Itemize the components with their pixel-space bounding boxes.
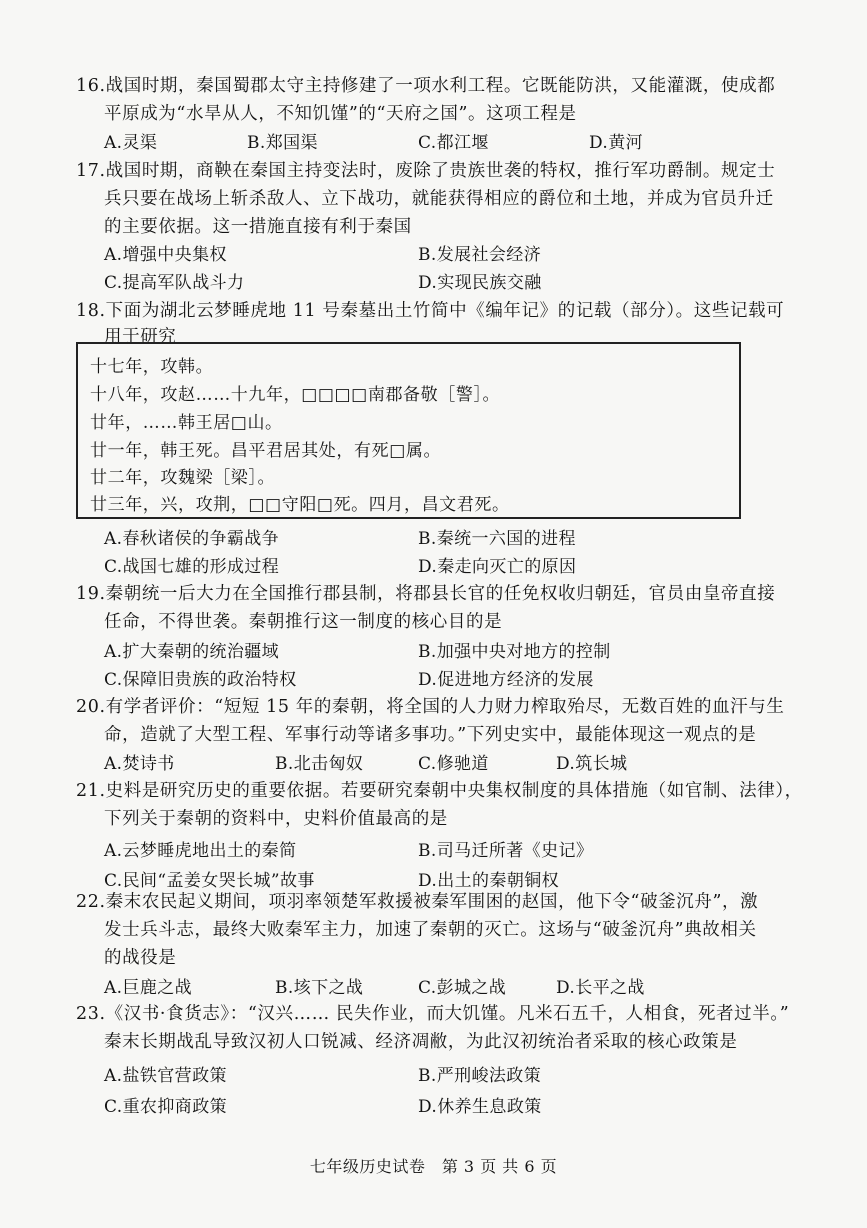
question-22-option-b[interactable]: B.垓下之战 <box>275 978 364 998</box>
question-21-option-c[interactable]: C.民间“孟姜女哭长城”故事 <box>104 871 315 891</box>
question-17-line-2: 兵只要在战场上斩杀敌人、立下战功，就能获得相应的爵位和土地，并成为官员升迁 <box>104 189 774 209</box>
question-21-line-2: 下列关于秦朝的资料中，史料价值最高的是 <box>104 809 448 829</box>
question-22-option-c[interactable]: C.彭城之战 <box>418 978 507 998</box>
question-16-option-c[interactable]: C.都江堰 <box>418 133 489 153</box>
source-text-box <box>76 342 741 519</box>
question-19-option-a[interactable]: A.扩大秦朝的统治疆域 <box>104 642 280 662</box>
source-text-line: 廿三年，兴，攻荆，□□守阳□死。四月，昌文君死。 <box>90 495 510 515</box>
question-18-line-1: 18.下面为湖北云梦睡虎地 11 号秦墓出土竹简中《编年记》的记载（部分）。这些记载可 <box>76 301 785 321</box>
question-21-option-b[interactable]: B.司马迁所著《史记》 <box>418 841 594 861</box>
question-22-option-a[interactable]: A.巨鹿之战 <box>104 978 193 998</box>
question-16-option-d[interactable]: D.黄河 <box>589 133 644 153</box>
question-23-option-c[interactable]: C.重农抑商政策 <box>104 1097 228 1117</box>
question-23-option-d[interactable]: D.休养生息政策 <box>418 1097 542 1117</box>
question-19-option-b[interactable]: B.加强中央对地方的控制 <box>418 642 611 662</box>
question-22-line-1: 22.秦末农民起义期间，项羽率领楚军救援被秦军围困的赵国，他下令“破釜沉舟”，激 <box>76 892 759 912</box>
question-21-line-1: 21.史料是研究历史的重要依据。若要研究秦朝中央集权制度的具体措施（如官制、法律）， <box>76 781 803 801</box>
question-17-option-c[interactable]: C.提高军队战斗力 <box>104 273 245 293</box>
question-18-option-c[interactable]: C.战国七雄的形成过程 <box>104 557 280 577</box>
question-17-option-d[interactable]: D.实现民族交融 <box>418 273 542 293</box>
source-text-line: 廿年，……韩王居□山。 <box>90 413 283 433</box>
question-20-option-d[interactable]: D.筑长城 <box>556 754 628 774</box>
question-17-option-a[interactable]: A.增强中央集权 <box>104 245 227 265</box>
question-23-line-2: 秦末长期战乱导致汉初人口锐减、经济凋敝，为此汉初统治者采取的核心政策是 <box>104 1032 738 1052</box>
question-19-line-2: 任命，不得世袭。秦朝推行这一制度的核心目的是 <box>104 612 503 632</box>
source-text-line: 廿一年，韩王死。昌平君居其处，有死□属。 <box>90 441 442 461</box>
question-23-line-1: 23.《汉书·食货志》：“汉兴…… 民失作业，而大饥馑。凡米石五千，人相食，死者过半。” <box>76 1004 790 1024</box>
question-21-option-d[interactable]: D.出土的秦朝铜权 <box>418 871 560 891</box>
question-16-line-2: 平原成为“水旱从人，不知饥馑”的“天府之国”。这项工程是 <box>104 104 577 124</box>
question-20-line-1: 20.有学者评价：“短短 15 年的秦朝，将全国的人力财力榨取殆尽，无数百姓的血汗与生 <box>76 697 785 717</box>
question-17-line-1: 17.战国时期，商鞅在秦国主持变法时，废除了贵族世袭的特权，推行军功爵制。规定士 <box>76 161 776 181</box>
question-16-option-b[interactable]: B.郑国渠 <box>247 133 318 153</box>
question-18-line-2: 用于研究 <box>104 327 177 347</box>
question-19-line-1: 19.秦朝统一后大力在全国推行郡县制，将郡县长官的任免权收归朝廷，官员由皇帝直接 <box>76 584 776 604</box>
question-16-line-1: 16.战国时期，秦国蜀郡太守主持修建了一项水利工程。它既能防洪，又能灌溉，使成都 <box>76 76 776 96</box>
question-22-line-3: 的战役是 <box>104 948 177 968</box>
question-18-option-d[interactable]: D.秦走向灭亡的原因 <box>418 557 577 577</box>
source-text-line: 十八年，攻赵……十九年，□□□□南郡备敬［警］。 <box>90 385 501 405</box>
question-19-option-c[interactable]: C.保障旧贵族的政治特权 <box>104 670 297 690</box>
question-18-option-b[interactable]: B.秦统一六国的进程 <box>418 529 576 549</box>
question-20-line-2: 命，造就了大型工程、军事行动等诸多事功。”下列史实中，最能体现这一观点的是 <box>104 725 757 745</box>
question-18-option-a[interactable]: A.春秋诸侯的争霸战争 <box>104 529 280 549</box>
question-20-option-a[interactable]: A.焚诗书 <box>104 754 175 774</box>
question-17-line-3: 的主要依据。这一措施直接有利于秦国 <box>104 217 412 237</box>
page-footer: 七年级历史试卷 第 3 页 共 6 页 <box>309 1157 558 1176</box>
question-16-option-a[interactable]: A.灵渠 <box>104 133 158 153</box>
question-19-option-d[interactable]: D.促进地方经济的发展 <box>418 670 594 690</box>
question-17-option-b[interactable]: B.发展社会经济 <box>418 245 542 265</box>
question-23-option-b[interactable]: B.严刑峻法政策 <box>418 1066 542 1086</box>
question-23-option-a[interactable]: A.盐铁官营政策 <box>104 1066 227 1086</box>
question-20-option-c[interactable]: C.修驰道 <box>418 754 489 774</box>
question-20-option-b[interactable]: B.北击匈奴 <box>275 754 364 774</box>
question-21-option-a[interactable]: A.云梦睡虎地出土的秦简 <box>104 841 297 861</box>
source-text-line: 廿二年，攻魏梁［梁］。 <box>90 468 276 488</box>
source-text-line: 十七年，攻韩。 <box>90 357 214 377</box>
question-22-line-2: 发士兵斗志，最终大败秦军主力，加速了秦朝的灭亡。这场与“破釜沉舟”典故相关 <box>104 920 757 940</box>
question-22-option-d[interactable]: D.长平之战 <box>556 978 645 998</box>
